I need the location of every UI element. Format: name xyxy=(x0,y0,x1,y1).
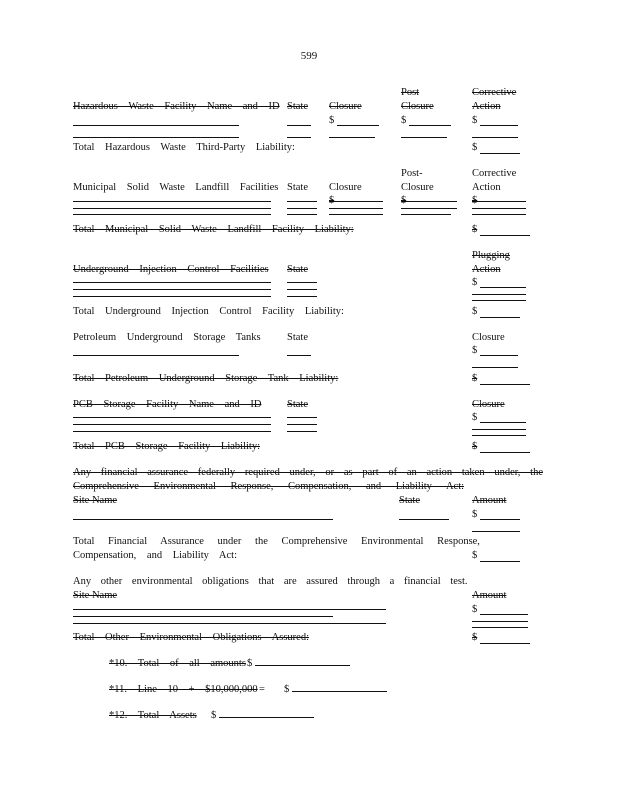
hw-ca-line-2 xyxy=(472,137,518,138)
item-10-dollar: $ xyxy=(247,658,253,669)
other-site-heading: Site Name xyxy=(73,590,118,601)
hw-state-line-1 xyxy=(287,125,311,126)
msw-closure-heading: Closure xyxy=(329,182,362,193)
uic-total-dollar: $ xyxy=(472,306,478,317)
hw-total-dollar: $ xyxy=(472,142,478,153)
cercla-amount-heading: Amount xyxy=(472,495,507,506)
uic-pa-line-1 xyxy=(480,287,526,288)
uic-name-line-2 xyxy=(73,289,271,290)
msw-name-heading: Municipal Solid Waste Landfill Facilities xyxy=(73,182,279,193)
item-11-equals: = xyxy=(259,684,265,695)
msw-closure-line-3 xyxy=(329,214,383,215)
other-total-line xyxy=(480,643,530,644)
msw-name-line-3 xyxy=(73,214,271,215)
msw-state-line-1 xyxy=(287,201,317,202)
other-total-dollar: $ xyxy=(472,632,478,643)
cercla-total-dollar: $ xyxy=(472,550,478,561)
msw-total-dollar: $ xyxy=(472,224,478,235)
cercla-amount-line-2 xyxy=(472,531,520,532)
ust-closure-line-1 xyxy=(480,355,518,356)
pcb-state-line-3 xyxy=(287,431,317,432)
other-amount-line-1 xyxy=(480,614,528,615)
item-11-line xyxy=(292,691,387,692)
ust-state-line xyxy=(287,355,311,356)
msw-post-line-3 xyxy=(401,214,451,215)
item-11-label: *11. Line 10 + $10,000,000 xyxy=(109,684,258,695)
pcb-total-line xyxy=(480,452,530,453)
hw-closure-heading: Closure xyxy=(329,101,362,112)
cercla-intro-line-2: Comprehensive Environmental Response, Compensation, and Liability Act: xyxy=(73,481,465,492)
pcb-closure-line-3 xyxy=(472,435,526,436)
pcb-state-line-1 xyxy=(287,417,317,418)
item-12-label: *12. Total Assets xyxy=(109,710,197,721)
uic-state-line-3 xyxy=(287,296,317,297)
other-amount-heading: Amount xyxy=(472,590,507,601)
item-10-label: *10. Total of all amounts xyxy=(109,658,246,669)
hw-post-line-1 xyxy=(409,125,451,126)
cercla-total-line xyxy=(480,561,520,562)
pcb-total-dollar: $ xyxy=(472,441,478,452)
other-site-line-2 xyxy=(73,616,333,617)
item-12-dollar: $ xyxy=(211,710,217,721)
page-number: 599 xyxy=(300,50,318,62)
msw-post-heading-1: Post- xyxy=(401,168,423,179)
pcb-state-heading: State xyxy=(287,399,308,410)
pcb-name-line-3 xyxy=(73,431,271,432)
ust-total-dollar: $ xyxy=(472,373,478,384)
ust-name-heading: Petroleum Underground Storage Tanks xyxy=(73,332,261,343)
msw-state-heading: State xyxy=(287,182,308,193)
cercla-amount-dollar: $ xyxy=(472,509,478,520)
uic-pa-line-3 xyxy=(472,300,526,301)
hw-closure-line-1 xyxy=(337,125,379,126)
uic-name-heading: Underground Injection Control Facilities xyxy=(73,264,269,275)
pcb-name-line-2 xyxy=(73,424,271,425)
uic-name-line-1 xyxy=(73,282,271,283)
msw-closure-dollar: $ xyxy=(329,195,335,206)
msw-post-heading-2: Closure xyxy=(401,182,434,193)
hw-post-line-2 xyxy=(401,137,447,138)
other-amount-dollar: $ xyxy=(472,604,478,615)
cercla-state-heading: State xyxy=(399,495,420,506)
msw-name-line-2 xyxy=(73,208,271,209)
other-amount-line-2 xyxy=(472,621,528,622)
msw-total-line xyxy=(480,235,530,236)
cercla-site-heading: Site Name xyxy=(73,495,118,506)
pcb-closure-dollar: $ xyxy=(472,412,478,423)
msw-closure-line-2 xyxy=(329,208,383,209)
uic-state-line-2 xyxy=(287,289,317,290)
hw-total-label: Total Hazardous Waste Third-Party Liability: xyxy=(73,142,295,153)
uic-pa-heading-2: Action xyxy=(472,264,501,275)
hw-ca-line-1 xyxy=(480,125,518,126)
ust-closure-line-2 xyxy=(472,367,518,368)
item-11-dollar: $ xyxy=(284,684,290,695)
other-site-line-1 xyxy=(73,609,386,610)
hw-total-line xyxy=(480,153,520,154)
msw-post-line-1 xyxy=(401,201,457,202)
msw-ca-line-3 xyxy=(472,214,526,215)
cercla-amount-line-1 xyxy=(480,519,520,520)
cercla-total-line-2: Compensation, and Liability Act: xyxy=(73,550,237,561)
hw-post-heading-1: Post xyxy=(401,87,420,98)
msw-ca-line-1 xyxy=(472,201,526,202)
msw-ca-dollar: $ xyxy=(472,195,478,206)
pcb-state-line-2 xyxy=(287,424,317,425)
cercla-intro-line-1: Any financial assurance federally required under, or as part of an action taken under, the xyxy=(73,467,543,478)
pcb-closure-line-2 xyxy=(472,429,526,430)
other-total-label: Total Other Environmental Obligations Assured: xyxy=(73,632,309,643)
cercla-state-line xyxy=(399,519,449,520)
hw-ca-heading-2: Action xyxy=(472,101,501,112)
uic-state-line-1 xyxy=(287,282,317,283)
hw-name-line-1 xyxy=(73,125,239,126)
hw-name-heading: Hazardous Waste Facility Name and ID xyxy=(73,101,280,112)
ust-closure-heading: Closure xyxy=(472,332,505,343)
uic-name-line-3 xyxy=(73,296,271,297)
hw-state-heading: State xyxy=(287,101,308,112)
pcb-name-line-1 xyxy=(73,417,271,418)
ust-state-heading: State xyxy=(287,332,308,343)
hw-post-dollar: $ xyxy=(401,115,407,126)
hw-ca-heading-1: Corrective xyxy=(472,87,517,98)
hw-state-line-2 xyxy=(287,137,311,138)
uic-pa-heading-1: Plugging xyxy=(472,250,510,261)
item-12-line xyxy=(219,717,314,718)
msw-total-label: Total Municipal Solid Waste Landfill Facility Liability: xyxy=(73,224,354,235)
uic-total-label: Total Underground Injection Control Facility Liability: xyxy=(73,306,344,317)
msw-state-line-3 xyxy=(287,214,317,215)
uic-pa-line-2 xyxy=(472,294,526,295)
uic-state-heading: State xyxy=(287,264,308,275)
msw-post-line-2 xyxy=(401,208,457,209)
pcb-closure-heading: Closure xyxy=(472,399,505,410)
uic-pa-dollar: $ xyxy=(472,277,478,288)
pcb-total-label: Total PCB Storage Facility Liability: xyxy=(73,441,261,452)
hw-name-line-2 xyxy=(73,137,239,138)
msw-ca-heading-2: Action xyxy=(472,182,501,193)
pcb-closure-line-1 xyxy=(480,422,526,423)
ust-name-line xyxy=(73,355,239,356)
cercla-site-line xyxy=(73,519,333,520)
other-intro-line: Any other environmental obligations that are assured through a financial test. xyxy=(73,576,468,587)
uic-total-line xyxy=(480,317,520,318)
pcb-name-heading: PCB Storage Facility Name and ID xyxy=(73,399,262,410)
other-amount-line-3 xyxy=(472,627,528,628)
hw-closure-dollar: $ xyxy=(329,115,335,126)
cercla-total-line-1: Total Financial Assurance under the Comprehensive Environmental Response, xyxy=(73,536,480,547)
hw-ca-dollar: $ xyxy=(472,115,478,126)
hw-post-heading-2: Closure xyxy=(401,101,434,112)
msw-post-dollar: $ xyxy=(401,195,407,206)
ust-closure-dollar: $ xyxy=(472,345,478,356)
item-10-line xyxy=(255,665,350,666)
msw-ca-heading-1: Corrective xyxy=(472,168,517,179)
msw-ca-line-2 xyxy=(472,208,526,209)
other-site-line-3 xyxy=(73,623,386,624)
msw-state-line-2 xyxy=(287,208,317,209)
msw-closure-line-1 xyxy=(329,201,383,202)
msw-name-line-1 xyxy=(73,201,271,202)
ust-total-label: Total Petroleum Underground Storage Tank Liability: xyxy=(73,373,339,384)
hw-closure-line-2 xyxy=(329,137,375,138)
ust-total-line xyxy=(480,384,530,385)
